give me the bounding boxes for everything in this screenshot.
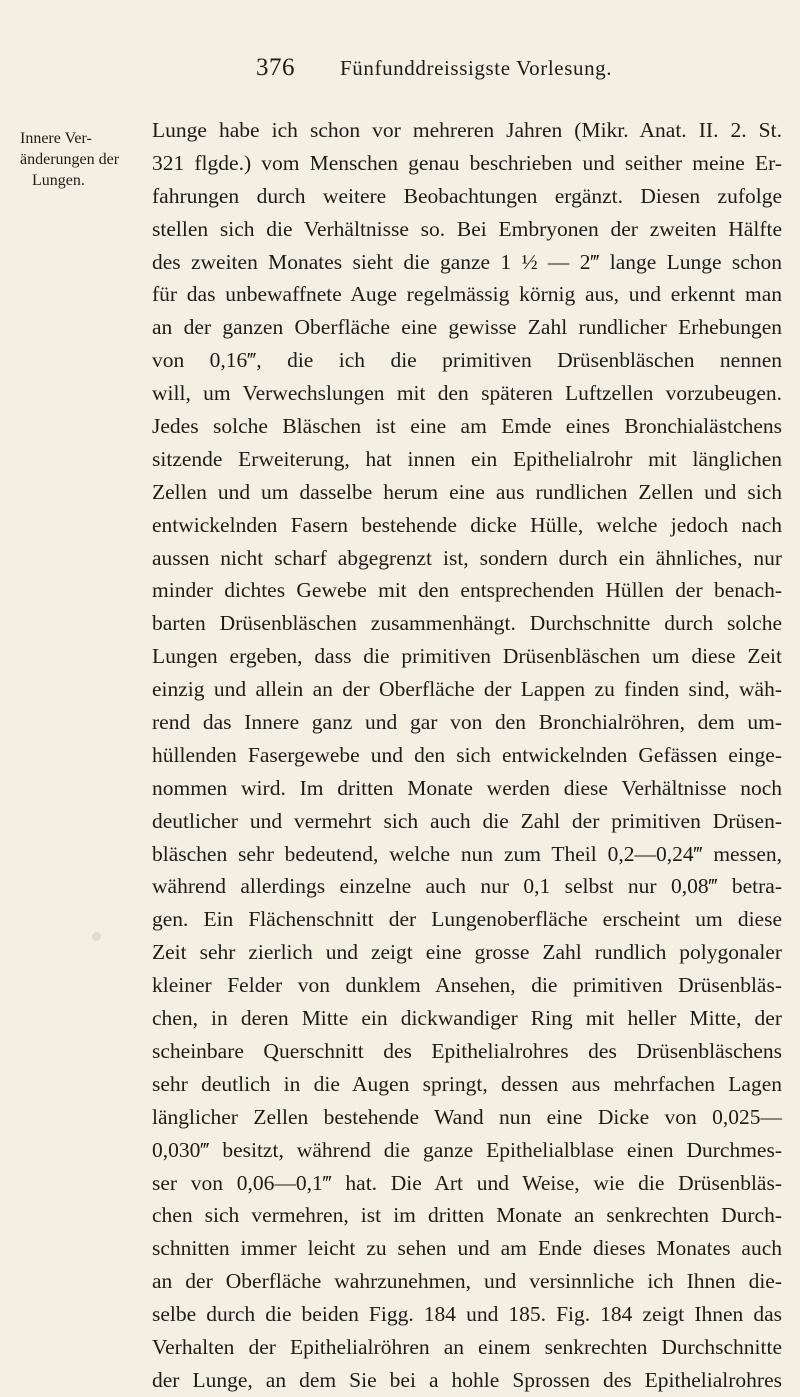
text-line: will, um Verwechslungen mit den späteren Luftzellen vorzubeugen. bbox=[152, 381, 782, 406]
text-line: fahrungen durch weitere Beobachtungen ergänzt. Diesen zufolge bbox=[152, 183, 782, 208]
text-line: für das unbewaffnete Auge regelmässig körnig aus, und erkennt man bbox=[152, 282, 782, 307]
text-line: sitzende Erweiterung, hat innen ein Epithelialrohr mit länglichen bbox=[152, 446, 782, 471]
text-line: schnitten immer leicht zu sehen und am Ende dieses Monates auch bbox=[152, 1236, 782, 1261]
scan-speck bbox=[92, 932, 101, 941]
text-line: länglicher Zellen bestehende Wand nun eine Dicke von 0,025— bbox=[152, 1104, 782, 1129]
text-line: Jedes solche Bläschen ist eine am Emde eines Bronchialästchens bbox=[152, 414, 782, 439]
text-line: scheinbare Querschnitt des Epithelialrohres des Drüsenbläschens bbox=[152, 1038, 782, 1063]
text-line: rend das Innere ganz und gar von den Bronchialröhren, dem um- bbox=[152, 710, 782, 735]
text-line: barten Drüsenbläschen zusammenhängt. Durchschnitte durch solche bbox=[152, 611, 782, 636]
text-line: einzig und allein an der Oberfläche der Lappen zu finden sind, wäh- bbox=[152, 677, 782, 702]
text-line: Lunge habe ich schon vor mehreren Jahren (Mikr. Anat. II. 2. St. bbox=[152, 118, 782, 142]
text-line: bläschen sehr bedeutend, welche nun zum Theil 0,2—0,24‴ messen, bbox=[152, 841, 782, 866]
margin-note-line: Innere Ver- bbox=[20, 130, 92, 147]
text-line: ser von 0,06—0,1‴ hat. Die Art und Weise, wie die Drüsenbläs- bbox=[152, 1170, 782, 1195]
text-line: gen. Ein Flächenschnitt der Lungenoberfläche erscheint um diese bbox=[152, 907, 782, 932]
text-line: stellen sich die Verhältnisse so. Bei Embryonen der zweiten Hälfte bbox=[152, 216, 782, 241]
text-line: hüllenden Fasergewebe und den sich entwickelnden Gefässen einge- bbox=[152, 742, 782, 767]
text-line: des zweiten Monates sieht die ganze 1 ½ — 2‴ lange Lunge schon bbox=[152, 249, 782, 274]
text-line: nommen wird. Im dritten Monate werden diese Verhältnisse noch bbox=[152, 775, 782, 800]
margin-note-line: änderungen der bbox=[20, 151, 120, 168]
text-line: an der ganzen Oberfläche eine gewisse Zahl rundlicher Erhebungen bbox=[152, 315, 782, 340]
text-line: kleiner Felder von dunklem Ansehen, die primitiven Drüsenbläs- bbox=[152, 973, 782, 998]
text-line: aussen nicht scharf abgegrenzt ist, sondern durch ein ähnliches, nur bbox=[152, 545, 782, 570]
margin-note-line: Lungen. bbox=[32, 172, 85, 189]
page-header bbox=[0, 54, 800, 84]
text-line: sehr deutlich in die Augen springt, dessen aus mehrfachen Lagen bbox=[152, 1071, 782, 1096]
text-line: 321 flgde.) vom Menschen genau beschrieben und seither meine Er- bbox=[152, 150, 782, 175]
text-line: chen sich vermehren, ist im dritten Monate an senkrechten Durch- bbox=[152, 1203, 782, 1228]
text-line: selbe durch die beiden Figg. 184 und 185. Fig. 184 zeigt Ihnen das bbox=[152, 1302, 782, 1327]
text-line: deutlicher und vermehrt sich auch die Zahl der primitiven Drüsen- bbox=[152, 808, 782, 833]
running-title: Fünfunddreissigste Vorlesung. bbox=[340, 56, 613, 80]
text-line: minder dichtes Gewebe mit den entsprechenden Hüllen der benach- bbox=[152, 578, 782, 603]
text-line: Verhalten der Epithelialröhren an einem senkrechten Durchschnitte bbox=[152, 1334, 782, 1359]
text-line: der Lunge, an dem Sie bei a hohle Sprossen des Epithelialrohres bbox=[152, 1367, 782, 1392]
text-line: chen, in deren Mitte ein dickwandiger Ring mit heller Mitte, der bbox=[152, 1006, 782, 1031]
text-line: während allerdings einzelne auch nur 0,1 selbst nur 0,08‴ betra- bbox=[152, 874, 782, 899]
text-line: Lungen ergeben, dass die primitiven Drüsenbläschen um diese Zeit bbox=[152, 644, 782, 669]
text-line: entwickelnden Fasern bestehende dicke Hülle, welche jedoch nach bbox=[152, 512, 782, 537]
text-line: Zellen und um dasselbe herum eine aus rundlichen Zellen und sich bbox=[152, 479, 782, 504]
body-text bbox=[152, 114, 782, 1397]
text-line: Zeit sehr zierlich und zeigt eine grosse Zahl rundlich polygonaler bbox=[152, 940, 782, 965]
text-line: an der Oberfläche wahrzunehmen, und versinnliche ich Ihnen die- bbox=[152, 1269, 782, 1294]
text-line: 0,030‴ besitzt, während die ganze Epithelialblase einen Durchmes- bbox=[152, 1137, 782, 1162]
margin-note bbox=[20, 128, 142, 191]
text-line: von 0,16‴, die ich die primitiven Drüsenbläschen nennen bbox=[152, 348, 782, 373]
page-number: 376 bbox=[256, 54, 295, 81]
